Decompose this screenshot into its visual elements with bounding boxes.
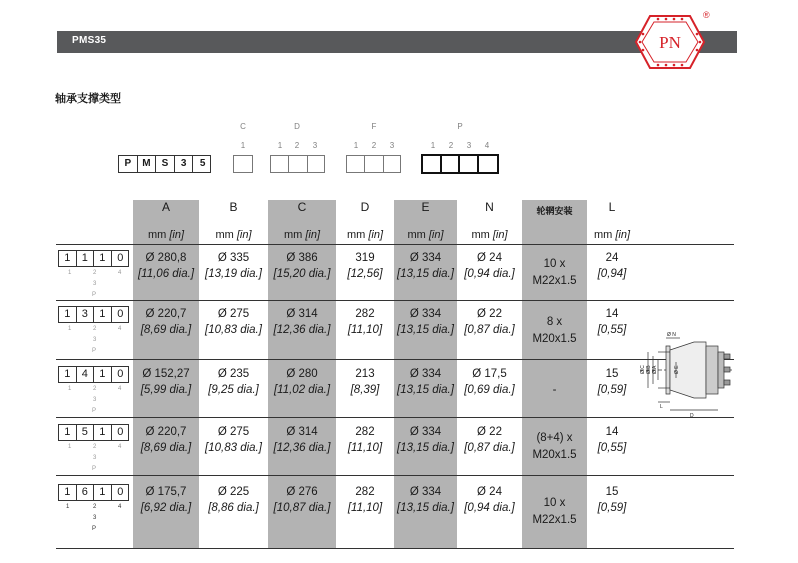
code-cell	[442, 156, 461, 172]
pos-d-2: 2	[294, 141, 300, 150]
cell-l: 14 [0,55]	[597, 426, 627, 454]
column-header-e: E	[421, 200, 430, 214]
cell-l: 14 [0,55]	[597, 308, 627, 336]
group-letter-p: P	[457, 122, 463, 131]
position-number: 3	[93, 337, 97, 343]
cell-a: Ø 152,27 [5,99 dia.]	[140, 368, 192, 396]
diagram-label-a: Ø A	[652, 365, 658, 374]
cell-c: Ø 314 [12,36 dia.]	[273, 426, 331, 454]
position-number: 3	[93, 455, 97, 461]
position-letter: P	[92, 292, 97, 298]
prefix-cell: M	[138, 156, 157, 172]
unit-header-a: mm [in]	[147, 229, 185, 241]
position-number: 4	[118, 326, 122, 332]
cell-c: Ø 276 [10,87 dia.]	[273, 486, 331, 514]
cell-b: Ø 335 [13,19 dia.]	[205, 252, 262, 280]
cell-l: 15 [0,59]	[597, 368, 627, 396]
cell-d: 282 [11,10]	[347, 426, 383, 454]
position-number: 4	[118, 386, 122, 392]
position-number: 2	[93, 504, 97, 510]
pos-p-1: 1	[430, 141, 436, 150]
prefix-cell: 3	[175, 156, 194, 172]
code-digit: 0	[117, 368, 124, 380]
table-rule	[56, 300, 734, 301]
cell-c: Ø 314 [12,36 dia.]	[273, 308, 331, 336]
code-cell	[365, 156, 383, 172]
position-number: 3	[93, 515, 97, 521]
cell-n: Ø 22 [0,87 dia.]	[464, 426, 515, 454]
code-digit: 3	[77, 307, 95, 322]
unit-header-c: mm [in]	[283, 229, 321, 241]
column-header-n: N	[485, 200, 494, 214]
code-digit: 0	[117, 426, 124, 438]
pos-p-3: 3	[466, 141, 472, 150]
cell-a: Ø 280,8 [11,06 dia.]	[137, 252, 195, 280]
code-cell	[289, 156, 307, 172]
row-code	[58, 424, 129, 441]
position-letter: P	[92, 466, 97, 472]
cell-d: 319 [12,56]	[347, 252, 383, 280]
cell-bolt: 10 x M22x1.5	[532, 497, 577, 526]
row-code	[58, 484, 129, 501]
code-digit: 1	[94, 425, 112, 440]
code-box-d[interactable]	[270, 155, 325, 173]
table-rule	[56, 475, 734, 476]
position-number: 1	[68, 386, 72, 392]
position-number: 1	[68, 270, 72, 276]
prefix-cell: 5	[199, 158, 206, 169]
cell-e: Ø 334 [13,15 dia.]	[397, 368, 454, 396]
column-header-bolt: 轮辋安装	[536, 206, 573, 216]
pos-f-3: 3	[389, 141, 395, 150]
cell-bolt: 8 x M20x1.5	[532, 316, 577, 345]
column-header-l: L	[608, 200, 616, 214]
pos-d-1: 1	[277, 141, 283, 150]
position-number: 1	[68, 444, 72, 450]
diagram-label-l: L	[660, 404, 663, 410]
pos-p-2: 2	[448, 141, 454, 150]
cell-b: Ø 275 [10,83 dia.]	[205, 308, 262, 336]
group-letter-f: F	[371, 122, 377, 131]
pos-d-3: 3	[312, 141, 318, 150]
table-rule	[56, 548, 734, 549]
cell-c: Ø 386 [15,20 dia.]	[273, 252, 331, 280]
position-number: 3	[93, 281, 97, 287]
code-digit: 1	[94, 367, 112, 382]
page-title: PMS35	[72, 35, 107, 46]
cell-n: Ø 17,5 [0,69 dia.]	[464, 368, 515, 396]
table-rule	[56, 417, 734, 418]
group-letter-d: D	[294, 122, 300, 131]
code-box-c[interactable]	[233, 155, 253, 173]
row-code	[58, 306, 129, 323]
code-digit: 1	[59, 251, 77, 266]
position-number: 4	[118, 444, 122, 450]
pos-c-1: 1	[240, 141, 246, 150]
cell-a: Ø 220,7 [8,69 dia.]	[140, 308, 192, 336]
diagram-label-b: Ø B	[646, 365, 652, 374]
cell-d: 282 [11,10]	[347, 486, 383, 514]
cell-a: Ø 175,7 [6,92 dia.]	[140, 486, 192, 514]
cell-bolt: 10 x M22x1.5	[532, 258, 577, 287]
code-digit: 0	[117, 252, 124, 264]
code-digit: 0	[117, 308, 124, 320]
row-code	[58, 250, 129, 267]
code-digit: 1	[59, 367, 77, 382]
cell-bolt: -	[552, 384, 557, 396]
cell-l: 24 [0,94]	[597, 252, 627, 280]
code-cell	[384, 156, 402, 172]
diagram-label-n: Ø N	[667, 332, 676, 338]
cell-n: Ø 24 [0,94 dia.]	[464, 486, 515, 514]
code-cell	[271, 156, 289, 172]
unit-header-n: mm [in]	[471, 229, 508, 241]
code-digit: 5	[77, 425, 95, 440]
cell-e: Ø 334 [13,15 dia.]	[397, 252, 454, 280]
position-number: 2	[93, 386, 97, 392]
position-letter: P	[92, 348, 97, 354]
row-code	[58, 366, 129, 383]
position-number: 3	[93, 397, 97, 403]
position-number: 4	[118, 504, 122, 510]
position-number: 1	[66, 504, 70, 510]
cell-c: Ø 280 [11,02 dia.]	[273, 368, 331, 396]
code-digit: 6	[77, 485, 95, 500]
table-rule	[56, 359, 734, 360]
code-box-p[interactable]	[421, 154, 499, 174]
code-cell	[460, 156, 479, 172]
code-cell	[479, 156, 498, 172]
cell-b: Ø 275 [10,83 dia.]	[205, 426, 262, 454]
unit-header-d: mm [in]	[346, 229, 384, 241]
position-number: 2	[93, 270, 97, 276]
logo-text: PN	[659, 33, 681, 52]
cell-n: Ø 22 [0,87 dia.]	[464, 308, 515, 336]
position-letter: P	[92, 526, 97, 532]
cell-e: Ø 334 [13,15 dia.]	[397, 426, 454, 454]
column-header-a: A	[161, 200, 170, 214]
column-header-c: C	[297, 200, 307, 214]
column-header-b: B	[229, 200, 238, 214]
cell-l: 15 [0,59]	[597, 486, 627, 514]
unit-header-e: mm [in]	[407, 229, 444, 241]
code-digit: 1	[94, 485, 112, 500]
code-digit: 1	[59, 425, 77, 440]
code-digit: 0	[117, 486, 124, 498]
position-letter: P	[92, 408, 97, 414]
code-digit: 4	[77, 367, 95, 382]
position-number: 4	[118, 270, 122, 276]
code-digit: 1	[59, 307, 77, 322]
diagram-label-e: Ø E	[674, 365, 680, 374]
code-cell	[308, 156, 326, 172]
prefix-box	[118, 155, 211, 173]
code-cell	[423, 156, 442, 172]
diagram-label-d: D	[690, 413, 694, 419]
cell-e: Ø 334 [13,15 dia.]	[397, 486, 454, 514]
pos-f-1: 1	[353, 141, 359, 150]
pn-logo	[628, 6, 712, 78]
code-cell	[347, 156, 365, 172]
position-number: 1	[68, 326, 72, 332]
pos-f-2: 2	[371, 141, 377, 150]
code-digit: 1	[77, 251, 95, 266]
group-letter-c: C	[240, 122, 246, 131]
cell-d: 213 [8,39]	[350, 368, 380, 396]
unit-header-b: mm [in]	[215, 229, 252, 241]
pos-p-4: 4	[484, 141, 490, 150]
cell-a: Ø 220,7 [8,69 dia.]	[140, 426, 192, 454]
code-box-f[interactable]	[346, 155, 401, 173]
column-header-d: D	[360, 200, 370, 214]
registered-mark: ®	[703, 10, 710, 20]
position-number: 2	[93, 444, 97, 450]
cell-b: Ø 225 [8,86 dia.]	[208, 486, 259, 514]
cell-n: Ø 24 [0,94 dia.]	[464, 252, 515, 280]
cell-bolt: (8+4) x M20x1.5	[532, 432, 577, 461]
hub-cross-section-drawing	[636, 330, 736, 420]
cell-d: 282 [11,10]	[347, 308, 383, 336]
section-title: 轴承支撑类型	[55, 93, 121, 105]
table-rule	[56, 244, 734, 245]
code-digit: 1	[59, 485, 77, 500]
prefix-cell: P	[119, 156, 138, 172]
code-digit: 1	[94, 307, 112, 322]
code-digit: 1	[94, 251, 112, 266]
prefix-cell: S	[156, 156, 175, 172]
position-number: 2	[93, 326, 97, 332]
diagram-label-c: Ø C	[640, 365, 646, 374]
unit-header-l: mm [in]	[593, 229, 631, 241]
cell-e: Ø 334 [13,15 dia.]	[397, 308, 454, 336]
cell-b: Ø 235 [9,25 dia.]	[208, 368, 259, 396]
